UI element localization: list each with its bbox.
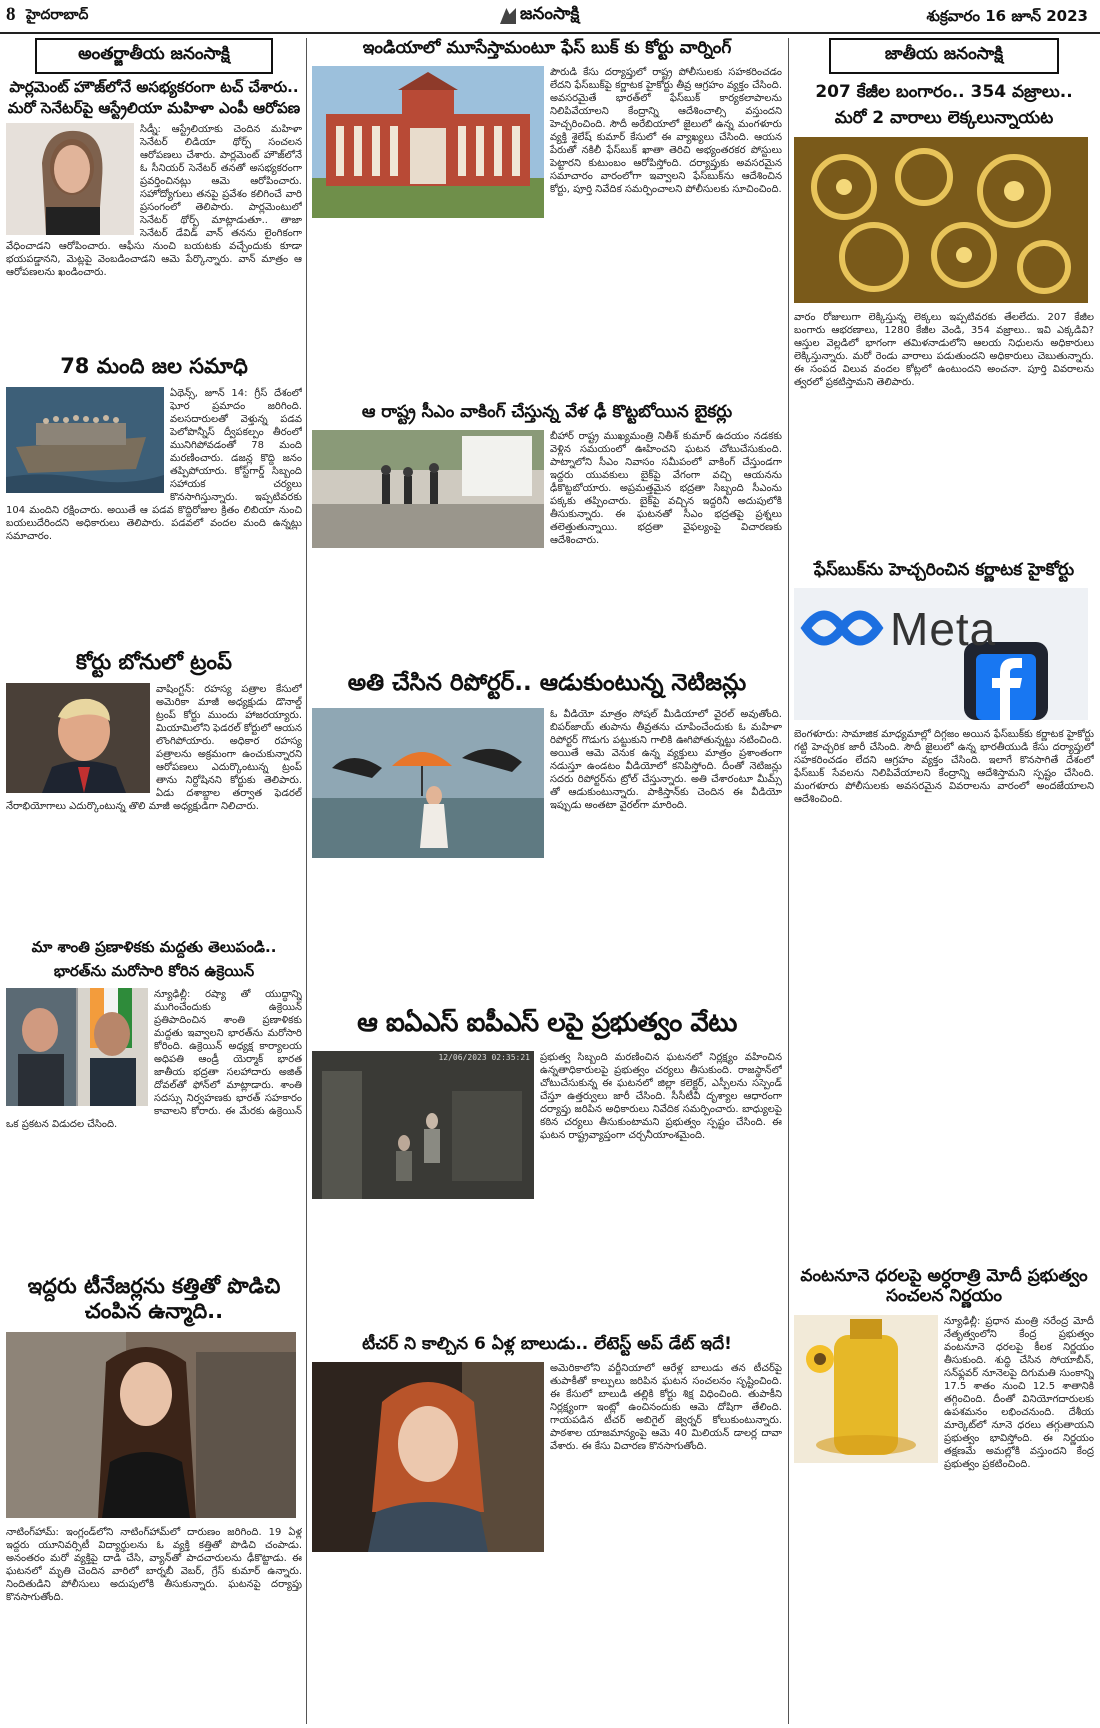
article-headline: ఆ ఐఏఎస్ ఐపీఎస్ లపై ప్రభుత్వం వేటు [357,1008,737,1038]
article-body: అమెరికాలోని వర్జీనియాలో ఆరేళ్ల బాలుడు తన టీచర్‌పై తుపాకీతో కాల్పులు జరిపిన ఘటన సంచలనం సృష్టించింది. ఈ కేసులో బాలుడి తల్లికి కోర్టు శిక్ష విధించింది. తుపాకీని నిర్లక్ష్యంగా ఇంట్లో ఉంచినందుకు ఆమె దోషిగా తేలింది. గాయపడిన టీచర్ అబిగైల్ జ్వెర్నర్ కోలుకుంటున్నారు. పాఠశాల యాజమాన్యంపై ఆమె 40 మిలియన్ డాలర్ల దావా వేశారు. ఈ కేసు విచారణ కొనసాగుతోంది. [550,1363,782,1453]
article-headline: ఆ రాష్ట్ర సీఎం వాకింగ్ చేస్తున్న వేళ ఢీ కొట్టబోయిన బైకర్లు [361,402,733,422]
city-name: హైదరాబాద్ [26,7,89,23]
article-body: వాషింగ్టన్: రహస్య పత్రాల కేసులో అమెరికా మాజీ అధ్యక్షుడు డొనాల్డ్ ట్రంప్ కోర్టు ముందు హాజరయ్యారు. మియామిలోని ఫెడరల్ కోర్టులో ఆయన లొంగిపోయారు. అధికార రహస్య పత్రాలను అక్రమంగా ఉంచుకున్నారని ఆరోపణలు ఎదుర్కొంటున్న ట్రంప్ తాను నిర్దోషినని కోర్టుకు తెలిపారు. ఏడు దశాబ్దాల తర్వాత ఫెడరల్ నేరాభియోగాలు ఎదుర్కొంటున్న తొలి మాజీ అధ్యక్షుడిగా నిలిచారు. [6,684,302,813]
gold-jewellery-photo [794,137,1088,303]
issue-date: శుక్రవారం 16 జూన్ 2023 [926,7,1088,25]
article-headline: వంటనూనె ధరలపై అర్ధరాత్రి మోదీ ప్రభుత్వం సంచలన నిర్ణయం [800,1266,1088,1307]
article-facebook-warning [312,38,782,382]
page-number: 8 [6,4,16,25]
meta-logo-photo [794,588,1088,720]
reporter-photo [312,708,544,858]
boat-photo [6,387,164,493]
article-cm-bikers [312,402,782,642]
article-karnataka-hc [794,560,1094,1264]
article-gold [794,82,1094,569]
article-headline: కోర్టు బోనులో ట్రంప్ [76,650,232,674]
article-body: ఓ వీడియో మాత్రం సోషల్ మీడియాలో వైరల్ అవుతోంది. బిపర్‌జాయ్ తుపాను తీవ్రతను చూపించేందుకు ఓ మహిళా రిపోర్టర్ గొడుగు పట్టుకుని గాలికి ఊగిపోతున్నట్టు నటించింది. అయితే ఆమె వెనుక ఉన్న వ్యక్తులు మాత్రం ప్రశాంతంగా నడుస్తూ ఉండటం వీడియోలో కనిపిస్తోంది. దీంతో నెటిజన్లు సదరు రిపోర్టర్‌ను ట్రోల్ చేస్తున్నారు. అతి చేశారంటూ మీమ్స్ తో ఆడుకుంటున్నారు. పాకిస్తాన్‌కు చెందిన ఈ వీడియో ఇప్పుడు అంతటా వైరల్‌గా మారింది. [550,708,782,811]
masthead [0,0,1100,34]
international-column [6,38,302,1724]
article-ukraine [6,938,302,1278]
article-headline: ఇండియాలో మూసేస్తామంటూ ఫేస్ బుక్ కు కోర్టు వార్నింగ్ [362,38,732,58]
article-reporter [312,670,782,1000]
cm-walk-photo [312,430,544,548]
article-body: బీహార్ రాష్ట్ర ముఖ్యమంత్రి నితీశ్ కుమార్ ఉదయం నడకకు వెళ్లిన సమయంలో ఊహించని ఘటన చోటుచేసుకుంది. పాట్నాలోని సీఎం నివాసం సమీపంలో వాకింగ్ చేస్తుండగా ఇద్దరు యువకులు బైక్‌పై వేగంగా వచ్చి ఆయనను ఢీకొట్టబోయారు. అప్రమత్తమైన భద్రతా సిబ్బంది సీఎంను పక్కకు తప్పించారు. బైక్‌పై వచ్చిన ఇద్దరినీ అదుపులోకి తీసుకున్నారు. ఈ ఘటనతో సీఎం భద్రతపై ప్రశ్నలు తలెత్తుతున్నాయి. భద్రతా వైఫల్యంపై విచారణకు ఆదేశించారు. [550,431,782,547]
article-teacher-shooting [312,1334,782,1728]
article-body: సిడ్నీ: ఆస్ట్రేలియాకు చెందిన మహిళా సెనేటర్ లిడియా థోర్ప్‌ సంచలన ఆరోపణలు చేశారు. పార్లమెంట్ హౌజ్‌లోనే ఓ సీనియర్ సెనేటర్ తనతో అసభ్యకరంగా ప్రవర్తించినట్లు ఆమె ఆరోపించారు. సహోద్యోగులు తనపై ప్రవేశం కలిగించే వారి ప్రసంగంలో తెలిపారు. పార్లమెంటులో సెనేటర్ థోర్ప్ మాట్లాడుతూ.. తాజా సెనేటర్ డేవిడ్ వాన్ తనను లైంగికంగా వేధించాడని ఆరోపించారు. ఆఫీసు నుంచి బయటకు వచ్చేందుకు కూడా భయపడ్డానని, మెట్లపై వెంబడించాడని ఆమె పేర్కొన్నారు. వాన్ మాత్రం ఆ ఆరోపణలను ఖండించారు. [6,124,302,278]
article-headline: అతి చేసిన రిపోర్టర్.. ఆడుకుంటున్న నెటిజన్లు [347,670,747,696]
victim-photo [6,1332,296,1518]
article-body: వారం రోజులుగా లెక్కిస్తున్న లెక్కలు ఇప్పటివరకు తేలలేదు. 207 కేజీల బంగారు ఆభరణాలు, 1280 కేజీల వెండి, 354 వజ్రాలు.. ఇవి ఎక్కడివి? ఆస్తుల వెల్లడిలో భాగంగా తమిళనాడులోని ఆలయ నిధులను అధికారులు లెక్కిస్తున్నారు. మరో రెండు వారాలు పడుతుందని అధికారులు చెబుతున్నారు. ఈ సంపద విలువ వందల కోట్లలో ఉంటుందని అంచనా. పూర్తి వివరాలను త్వరలో ప్రకటిస్తామని తెలిపారు. [794,311,1094,388]
trump-photo [6,683,150,793]
cctv-timestamp: 12/06/2023 02:35:21 [438,1053,530,1063]
article-body: పౌరుడి కేసు దర్యాప్తులో రాష్ట్ర పోలీసులకు సహకరించడం లేదని ఫేస్‌బుక్‌పై కర్ణాటక హైకోర్టు తీవ్ర ఆగ్రహం వ్యక్తం చేసింది. అవసరమైతే భారత్‌లో ఫేస్‌బుక్ కార్యకలాపాలను నిలిపివేయాలని కేంద్రాన్ని ఆదేశించాల్సి వస్తుందని హెచ్చరించింది. సౌదీ అరేబియాలో జైలులో ఉన్న మంగళూరు వ్యక్తి శైలేష్ కుమార్ కేసులో ఈ వ్యాఖ్యలు చేసింది. ఆయన పేరుతో నకిలీ ఫేస్‌బుక్ ఖాతా తెరిచి అభ్యంతరకర పోస్టులు పెట్టారని కుటుంబం ఆరోపిస్తోంది. దర్యాప్తుకు అవసరమైన సమాచారం వారంలోగా ఇవ్వాలని ఫేస్‌బుక్‌ను ఆదేశించిన కోర్టు, పూర్తి నివేదిక సమర్పించాలని పోలీసులకు సూచించింది. [550,67,782,196]
cctv-photo [312,1051,534,1199]
article-body: బెంగళూరు: సామాజిక మాధ్యమాల్లో దిగ్గజం అయిన ఫేస్‌బుక్‌కు కర్ణాటక హైకోర్టు గట్టి హెచ్చరిక జారీ చేసింది. సౌదీ జైలులో ఉన్న భారతీయుడి కేసు దర్యాప్తులో సహకరించడం లేదని ఆగ్రహం వ్యక్తం చేసింది. ఇలాగే కొనసాగితే దేశంలో ఫేస్‌బుక్ సేవలను నిలిపివేయాలని కేంద్రాన్ని ఆదేశిస్తామని స్పష్టం చేసింది. మంగళూరు పోలీసులకు అవసరమైన వివరాలను వారంలో అందజేయాలని ఆదేశించింది. [794,729,1094,806]
teacher-photo [312,1362,544,1552]
article-body: న్యూఢిల్లీ: ప్రధాన మంత్రి నరేంద్ర మోదీ నేతృత్వంలోని కేంద్ర ప్రభుత్వం వంటనూనె ధరలపై కీలక నిర్ణయం తీసుకుంది. శుద్ధి చేసిన సోయాబీన్, సన్‌ఫ్లవర్ నూనెలపై దిగుమతి సుంకాన్ని 17.5 శాతం నుంచి 12.5 శాతానికి తగ్గించింది. దీంతో వినియోగదారులకు ఉపశమనం లభించనుంది. దేశీయ మార్కెట్‌లో నూనె ధరలు తగ్గుతాయని ప్రభుత్వం భావిస్తోంది. ఈ నిర్ణయం తక్షణమే అమల్లోకి వస్తుందని కేంద్ర ప్రభుత్వం ప్రకటించింది. [944,1315,1094,1470]
article-trump [6,650,302,881]
article-subheadline: భారత్‌ను మరోసారి కోరిన ఉక్రెయిన్ [53,962,255,980]
cooking-oil-photo [794,1315,938,1463]
newspaper-logo [500,4,579,28]
article-headline: 78 మంది జల సమాధి [60,354,248,378]
national-column [794,38,1094,1724]
article-headline: మా శాంతి ప్రణాళికకు మద్దతు తెలుపండి.. [31,938,277,956]
officials-photo [6,988,148,1106]
logo-text: జనంసాక్షి [520,4,580,24]
article-subheadline: మరో 2 వారాలు లెక్కలున్నాయట [834,108,1054,129]
article-body: నాటింగ్‌హామ్: ఇంగ్లండ్‌లోని నాటింగ్‌హామ్‌లో దారుణం జరిగింది. 19 ఏళ్ల ఇద్దరు యూనివర్సిటీ విద్యార్థులను ఓ వ్యక్తి కత్తితో పొడిచి చంపాడు. అనంతరం మరో వ్యక్తిపై దాడి చేసి, వ్యాన్‌తో పాదచారులను ఢీకొట్టాడు. ఈ ఘటనలో మృతి చెందిన వారిలో బార్నబీ వెబర్, గ్రేస్ కుమార్ ఉన్నారు. నిందితుడిని పోలీసులు అదుపులోకి తీసుకున్నారు. ఘటనపై దర్యాప్తు కొనసాగుతోంది. [6,1527,302,1604]
high-court-photo [312,66,544,218]
article-headline: ఫేస్‌బుక్‌ను హెచ్చరించిన కర్ణాటక హైకోర్టు [813,560,1075,580]
column-divider [306,38,307,1724]
article-boat [6,354,302,649]
article-senator [6,78,302,355]
article-body: ప్రభుత్వ సిబ్బంది మరణించిన ఘటనలో నిర్లక్ష్యం వహించిన ఉన్నతాధికారులపై ప్రభుత్వం చర్యలు తీసుకుంది. రాజస్థాన్‌లో చోటుచేసుకున్న ఈ ఘటనలో జిల్లా కలెక్టర్, ఎస్పీలను సస్పెండ్ చేస్తూ ఉత్తర్వులు జారీ చేసింది. సీసీటీవీ దృశ్యాల ఆధారంగా దర్యాప్తు జరిపిన అధికారులు నివేదిక సమర్పించారు. బాధ్యులపై కఠిన చర్యలు తీసుకుంటామని ప్రభుత్వం స్పష్టం చేసింది. ఈ ఘటన రాష్ట్రవ్యాప్తంగా చర్చనీయాంశమైంది. [540,1052,782,1142]
senator-photo [6,123,134,235]
article-body: ఏథెన్స్, జూన్ 14: గ్రీస్ దేశంలో ఘోర ప్రమాదం జరిగింది. వలసదారులతో వెళ్తున్న పడవ పెలోపొన్నీస్ ద్వీపకల్పం తీరంలో మునిగిపోవడంతో 78 మంది మరణించారు. డజన్ల కొద్ది జనం తప్పిపోయారు. కోస్ట్‌గార్డ్ సిబ్బంది సహాయక చర్యలు కొనసాగిస్తున్నారు. ఇప్పటివరకు 104 మందిని రక్షించారు. అయితే ఆ పడవ కొద్దిరోజుల క్రితం లిబియా నుంచి బయలుదేరిందని అధికారులు తెలిపారు. పడవలో వందల మంది ఉన్నట్లు సమాచారం. [6,388,302,543]
main-column [312,38,782,1724]
logo-icon [500,8,516,24]
article-headline: ఇద్దరు టీనేజర్లను కత్తితో పొడిచి చంపిన ఉన్మాది.. [27,1274,281,1324]
article-subheadline: మరో సెనేటర్‌పై ఆస్ట్రేలియా మహిళా ఎంపీ ఆరోపణ [7,99,301,117]
article-edible-oil [794,1266,1094,1715]
article-body: న్యూఢిల్లీ: రష్యా తో యుద్ధాన్ని ముగించేందుకు ఉక్రెయిన్ ప్రతిపాదించిన శాంతి ప్రణాళికకు మద్దతు ఇవ్వాలని భారత్‌ను మరోసారి కోరింది. ఉక్రెయిన్ అధ్యక్ష కార్యాలయ అధిపతి ఆండ్రీ యెర్మాక్ భారత జాతీయ భద్రతా సలహాదారు అజిత్ దోవల్‌తో ఫోన్‌లో మాట్లాడారు. శాంతి సదస్సు నిర్వహణకు భారత్ సహకారం కావాలని కోరారు. ఈ మేరకు ఉక్రెయిన్ ఒక ప్రకటన విడుదల చేసింది. [6,989,302,1130]
section-title-national: జాతీయ జనంసాక్షి [829,38,1059,74]
article-headline: టీచర్ ని కాల్చిన 6 ఏళ్ల బాలుడు.. లేటెస్ట్ అప్ డేట్ ఇదే! [362,1334,732,1354]
article-headline: పార్లమెంట్ హౌజ్‌లోనే అసభ్యకరంగా టచ్ చేశారు.. [9,78,299,96]
article-stabbing [6,1274,302,1718]
meta-wordmark: Meta [890,603,997,656]
column-divider [788,38,789,1724]
section-title-international: అంతర్జాతీయ జనంసాక్షి [35,38,273,74]
article-ias-ips [312,1008,782,1335]
article-headline: 207 కేజీల బంగారం.. 354 వజ్రాలు.. [815,82,1073,102]
